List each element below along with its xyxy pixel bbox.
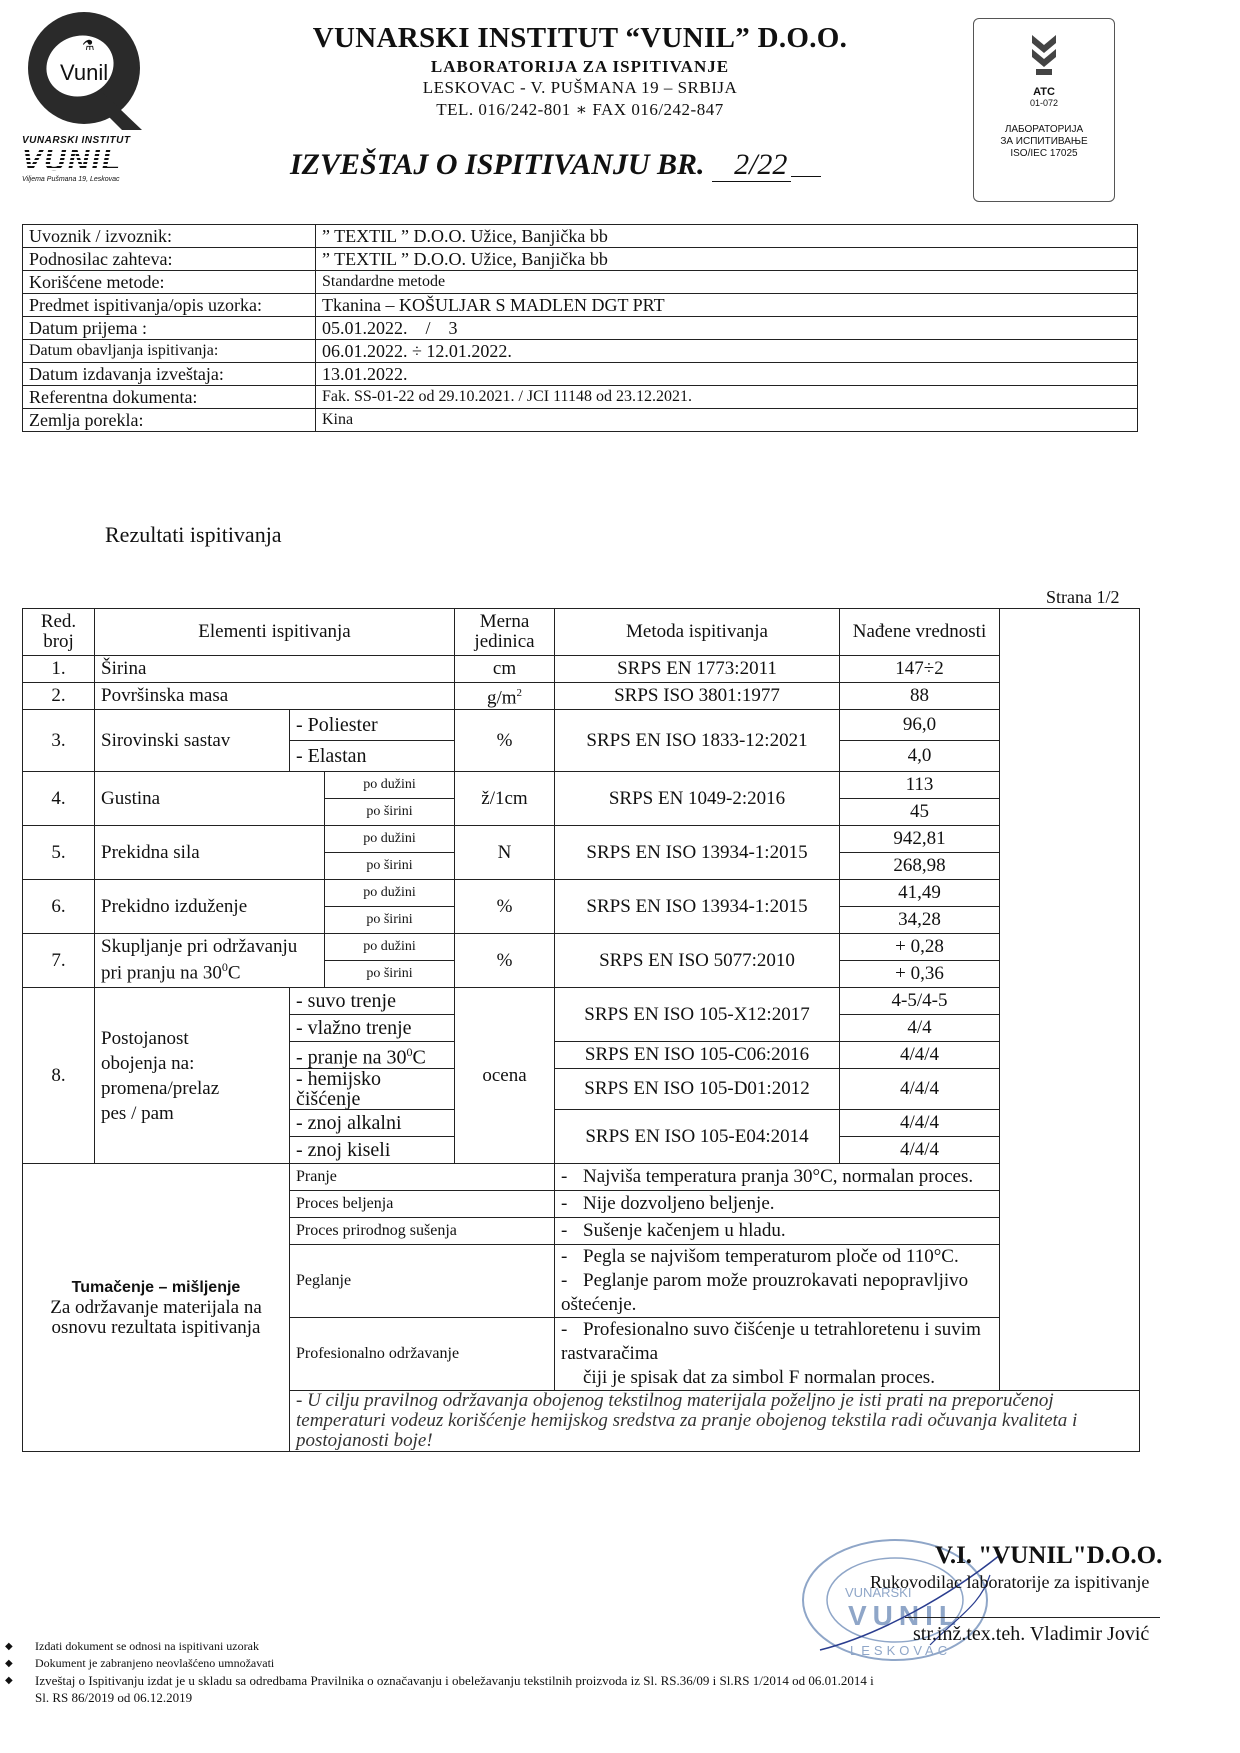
logo-brand: [22, 135, 162, 183]
row-sub: po širini: [325, 961, 455, 988]
atc-line3: ISO/IEC 17025: [1010, 148, 1078, 159]
footnote-item: Sl. RS 86/2019 od 06.12.2019: [35, 1690, 193, 1705]
row-name: Prekidno izduženje: [95, 880, 325, 934]
row-value: 268,98: [840, 853, 1000, 880]
row-method: SRPS EN ISO 13934-1:2015: [555, 826, 840, 880]
info-value: Kina: [316, 409, 1138, 432]
signature-line: [905, 1617, 1160, 1618]
table-row: [23, 772, 1140, 799]
row-sub: - Elastan: [290, 741, 455, 772]
row-unit: ž/1cm: [455, 772, 555, 826]
info-value: 06.01.2022. ÷ 12.01.2022.: [316, 340, 1138, 363]
info-row: [23, 271, 1138, 294]
institute-phone: TEL. 016/242-801 ∗ FAX 016/242-847: [436, 100, 724, 119]
row-unit: %: [455, 934, 555, 988]
row-value: 96,0: [840, 710, 1000, 741]
row-value: + 0,28: [840, 934, 1000, 961]
row-method: SRPS EN ISO 5077:2010: [555, 934, 840, 988]
info-value: Standardne metode: [316, 271, 1138, 294]
care-value: - Sušenje kačenjem u hladu.: [555, 1218, 1000, 1245]
svg-text:LESKOVAC: LESKOVAC: [850, 1643, 952, 1658]
info-label: Podnosilac zahteva:: [23, 248, 316, 271]
results-title: Rezultati ispitivanja: [105, 522, 282, 547]
report-number: 2/22: [712, 148, 791, 182]
lab-name: LABORATORIJA ZA ISPITIVANJE: [430, 57, 730, 76]
care-key: Pranje: [290, 1164, 555, 1191]
row-name: Gustina: [95, 772, 325, 826]
row-sub: - Poliester: [290, 710, 455, 741]
info-label: Uvoznik / izvoznik:: [23, 225, 316, 248]
header-block: [270, 22, 890, 121]
signature-company: V.I. "VUNIL"D.O.O.: [935, 1542, 1163, 1569]
row-value: 113: [840, 772, 1000, 799]
row-no: 3.: [23, 710, 95, 772]
info-label: Korišćene metode:: [23, 271, 316, 294]
row-unit: $g/m^2$: [455, 683, 555, 710]
row-method: SRPS EN ISO 13934-1:2015: [555, 880, 840, 934]
results-table: [22, 608, 1140, 1452]
row-name: Površinska masa: [95, 683, 455, 710]
header-unit: Merna jedinica: [455, 609, 555, 656]
signature-role: Rukovodilac laboratorije za ispitivanje: [870, 1572, 1150, 1592]
info-value: 13.01.2022.: [316, 363, 1138, 386]
row-name: Širina: [95, 656, 455, 683]
header-value: Nađene vrednosti: [840, 609, 1000, 656]
care-key: Proces prirodnog sušenja: [290, 1218, 555, 1245]
row-value: 147÷2: [840, 656, 1000, 683]
info-value: ” TEXTIL ” D.O.O. Užice, Banjička bb: [316, 248, 1138, 271]
interpretation-row: [23, 1164, 1140, 1191]
interpretation-label: Tumačenje – mišljenje Za održavanje materijala na osnovu rezultata ispitivanja: [23, 1164, 290, 1452]
footnote-item: ◆ Izdati dokument se odnosi na ispitivani uzorak: [5, 1639, 259, 1653]
row-name: Prekidna sila: [95, 826, 325, 880]
report-label: IZVEŠTAJ O ISPITIVANJU BR.: [290, 148, 705, 181]
row-sub: po širini: [325, 853, 455, 880]
table-row: [23, 826, 1140, 853]
row-method: SRPS EN ISO 105-D01:2012: [555, 1069, 840, 1110]
logo-brand-top: VUNARSKI INSTITUT: [22, 135, 131, 146]
info-label: Datum prijema :: [23, 317, 316, 340]
care-key: Proces beljenja: [290, 1191, 555, 1218]
institute-address: LESKOVAC - V. PUŠMANA 19 – SRBIJA: [422, 78, 738, 97]
institute-name: VUNARSKI INSTITUT “VUNIL” D.O.O.: [312, 22, 848, 54]
info-label: Referentna dokumenta:: [23, 386, 316, 409]
row-no: 1.: [23, 656, 95, 683]
row-name: Sirovinski sastav: [95, 710, 290, 772]
row-sub: po dužini: [325, 880, 455, 907]
row-value: 4/4: [840, 1015, 1000, 1042]
info-label: Datum izdavanja izveštaja:: [23, 363, 316, 386]
row-sub: - suvo trenje: [290, 988, 455, 1015]
signature-name: str.inž.tex.teh. Vladimir Jović: [913, 1623, 1150, 1645]
info-row: [23, 363, 1138, 386]
row-value: 4/4/4: [840, 1042, 1000, 1069]
atc-line1: ЛАБОРАТОРИЈА: [1004, 124, 1084, 135]
info-value: Fak. SS-01-22 od 29.10.2021. / JCI 11148 od 23.12.2021.: [316, 386, 1138, 409]
footnotes: [5, 1638, 874, 1706]
row-sub: po širini: [325, 907, 455, 934]
row-no: 2.: [23, 683, 95, 710]
info-row: [23, 340, 1138, 363]
svg-text:⚗: ⚗: [82, 39, 95, 54]
row-value: 4/4/4: [840, 1137, 1000, 1164]
atc-number: 01-072: [1029, 98, 1059, 108]
row-value: 4/4/4: [840, 1069, 1000, 1110]
row-unit: ocena: [455, 988, 555, 1164]
svg-text:VUNARSKI: VUNARSKI: [845, 1585, 912, 1600]
row-no: 8.: [23, 988, 95, 1164]
row-no: 4.: [23, 772, 95, 826]
row-name: Skupljanje pri održavanju pri pranju na $30^0C$: [95, 934, 325, 988]
info-label: Zemlja porekla:: [23, 409, 316, 432]
row-sub: po dužini: [325, 826, 455, 853]
row-no: 5.: [23, 826, 95, 880]
row-sub: - znoj kiseli: [290, 1137, 455, 1164]
table-row: [23, 988, 1140, 1015]
row-method: SRPS EN 1773:2011: [555, 656, 840, 683]
svg-text:Vunil: Vunil: [60, 60, 109, 85]
info-value: Tkanina – KOŠULJAR S MADLEN DGT PRT: [316, 294, 1138, 317]
row-method: SRPS EN ISO 105-E04:2014: [555, 1110, 840, 1164]
row-sub: - pranje na $30^0C$: [290, 1042, 455, 1069]
care-value: - Najviša temperatura pranja 30°C, normalan proces.: [555, 1164, 1000, 1191]
row-value: 88: [840, 683, 1000, 710]
row-sub: po dužini: [325, 934, 455, 961]
table-row: [23, 880, 1140, 907]
row-value: 4/4/4: [840, 1110, 1000, 1137]
row-value: 942,81: [840, 826, 1000, 853]
row-unit: cm: [455, 656, 555, 683]
row-sub: - vlažno trenje: [290, 1015, 455, 1042]
care-key: Profesionalno održavanje: [290, 1318, 555, 1391]
footnote-item: ◆ Izveštaj o Ispitivanju izdat je u skladu sa odredbama Pravilnika o označavanju i obeležavanju tekstilnih proizvoda iz Sl. RS.36/09 i Sl.RS 1/2014 od 06.01.2014 i: [5, 1673, 874, 1688]
table-header-row: [23, 609, 1140, 656]
row-value: 34,28: [840, 907, 1000, 934]
page-number: Strana 1/2: [1046, 587, 1120, 607]
row-method: SRPS EN 1049-2:2016: [555, 772, 840, 826]
care-value: - Nije dozvoljeno beljenje.: [555, 1191, 1000, 1218]
table-row: [23, 934, 1140, 961]
header-no: Red. broj: [23, 609, 95, 656]
row-no: 7.: [23, 934, 95, 988]
row-value: 4-5/4-5: [840, 988, 1000, 1015]
row-value: 4,0: [840, 741, 1000, 772]
info-value: ” TEXTIL ” D.O.O. Užice, Banjička bb: [316, 225, 1138, 248]
info-row: [23, 409, 1138, 432]
report-title: [290, 148, 821, 182]
info-label: Datum obavljanja ispitivanja:: [23, 340, 316, 363]
row-sub: po dužini: [325, 772, 455, 799]
care-value: - Pegla se najvišom temperaturom ploče od 110°C. - Peglanje parom može prouzrokavati nepopravljivo oštećenje.: [555, 1245, 1000, 1318]
info-row: [23, 225, 1138, 248]
logo-brand-main: VUNIL: [22, 146, 162, 176]
atc-code: ATC: [1033, 86, 1055, 98]
row-unit: %: [455, 710, 555, 772]
row-method: SRPS EN ISO 105-X12:2017: [555, 988, 840, 1042]
row-method: SRPS ISO 3801:1977: [555, 683, 840, 710]
info-row: [23, 386, 1138, 409]
info-row: [23, 248, 1138, 271]
care-value: - Profesionalno suvo čišćenje u tetrahloretenu i suvim rastvaračima čiji je spisak dat za simbol F normalan proces.: [555, 1318, 1000, 1391]
info-row: [23, 294, 1138, 317]
table-row: [23, 710, 1140, 741]
institute-logo: [22, 8, 152, 133]
row-value: 45: [840, 799, 1000, 826]
row-sub: po širini: [325, 799, 455, 826]
row-value: 41,49: [840, 880, 1000, 907]
row-unit: N: [455, 826, 555, 880]
table-row: [23, 683, 1140, 710]
row-unit: %: [455, 880, 555, 934]
header-method: Metoda ispitivanja: [555, 609, 840, 656]
row-method: SRPS EN ISO 105-C06:2016: [555, 1042, 840, 1069]
atc-line2: ЗА ИСПИТИВАЊЕ: [1000, 136, 1088, 147]
row-sub: - hemijsko čišćenje: [290, 1069, 455, 1110]
row-name: Postojanost obojenja na: promena/prelaz pes / pam: [95, 988, 290, 1164]
info-value: 05.01.2022. / 3: [316, 317, 1138, 340]
footnote-item: ◆ Dokument je zabranjeno neovlašćeno umnožavati: [5, 1656, 275, 1670]
table-row: [23, 656, 1140, 683]
row-sub: - znoj alkalni: [290, 1110, 455, 1137]
care-footnote: - U cilju pravilnog održavanja obojenog tekstilnog materijala poželjno je isti prati na preporučenoj temperaturi vodeuz korišćenje hemijskog sredstva za pranje obojenog tekstila radi očuvanja kvaliteta i postojanosti boje!: [290, 1391, 1140, 1452]
row-no: 6.: [23, 880, 95, 934]
info-label: Predmet ispitivanja/opis uzorka:: [23, 294, 316, 317]
atc-icon: [1024, 31, 1064, 77]
row-value: + 0,36: [840, 961, 1000, 988]
header-element: Elementi ispitivanja: [95, 609, 455, 656]
accreditation-badge: [973, 18, 1115, 202]
info-row: [23, 317, 1138, 340]
sample-info-table: [22, 224, 1138, 432]
row-method: SRPS EN ISO 1833-12:2021: [555, 710, 840, 772]
care-key: Peglanje: [290, 1245, 555, 1318]
svg-text:VUNIL: VUNIL: [848, 1600, 962, 1631]
logo-brand-address: Viljema Pušmana 19, Leskovac: [22, 176, 120, 183]
